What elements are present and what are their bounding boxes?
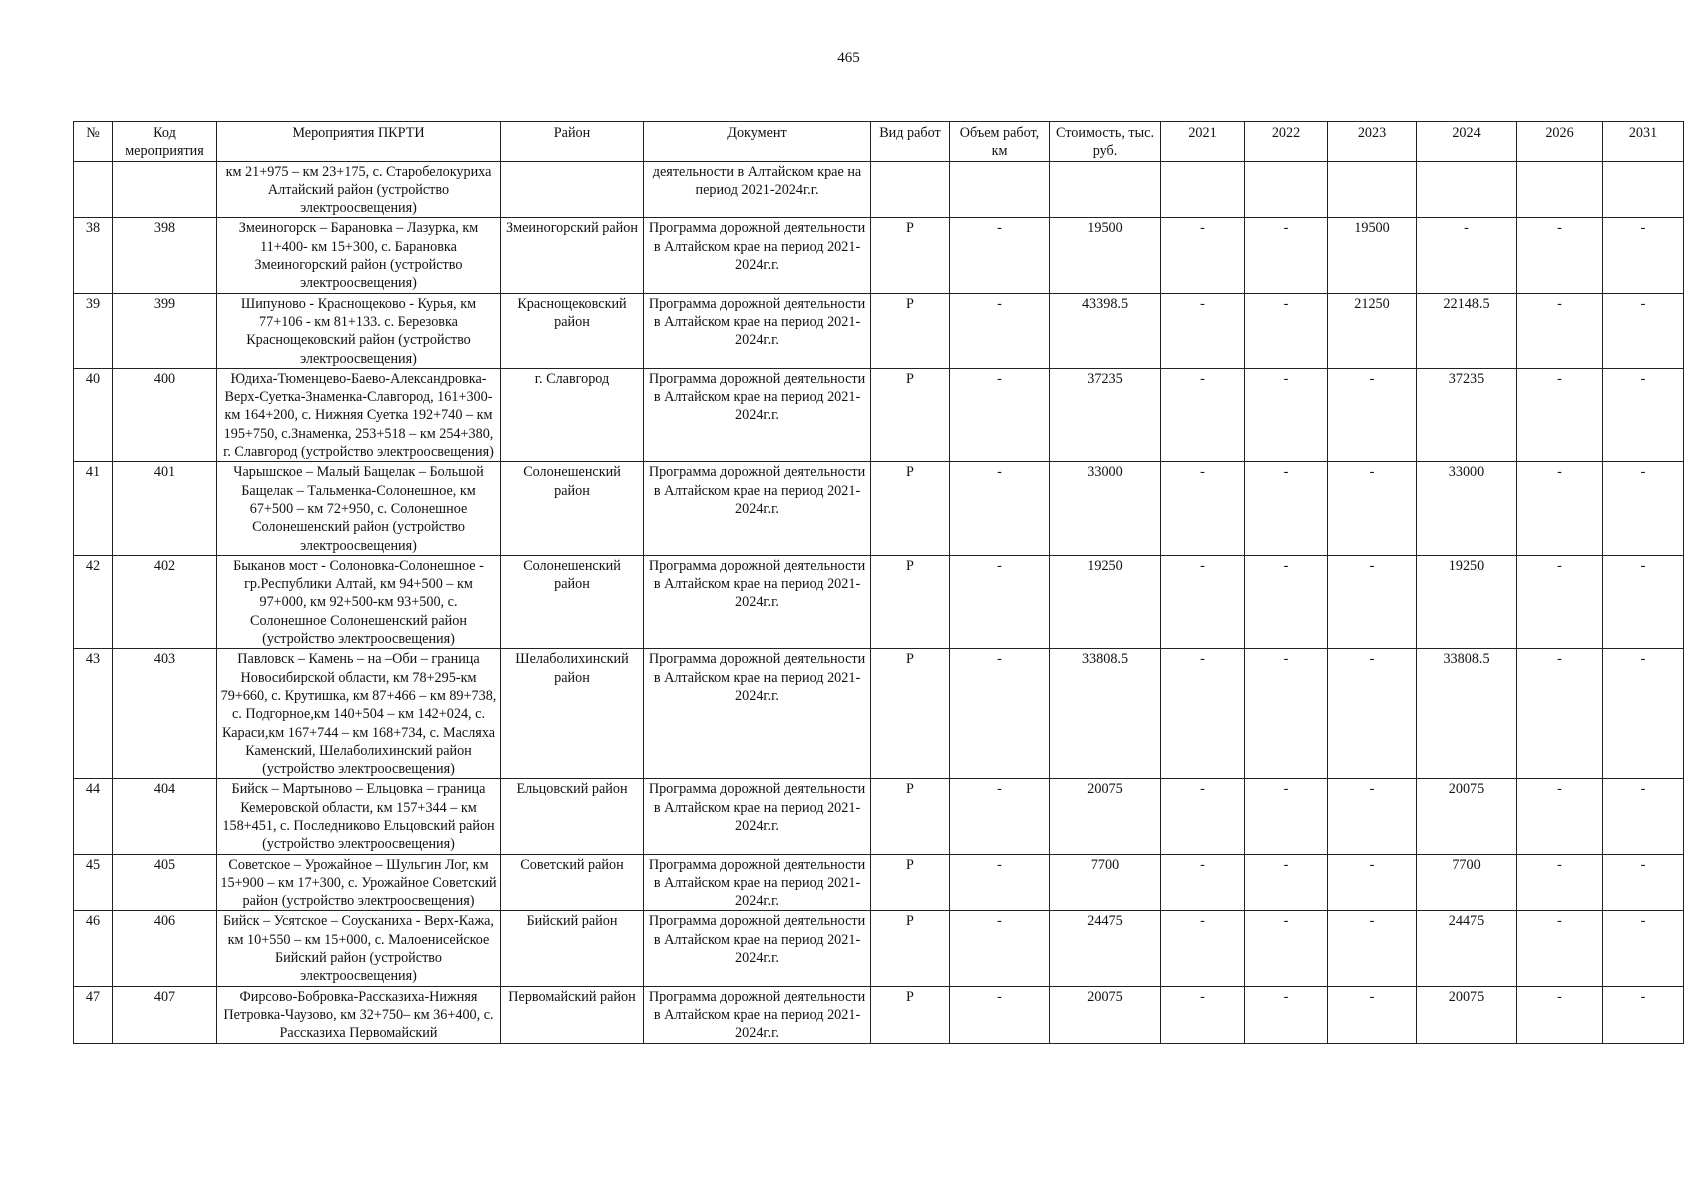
cell-2026: - bbox=[1517, 779, 1603, 854]
cell-district: Солонешенский район bbox=[501, 462, 644, 555]
cell-work-type: Р bbox=[871, 779, 950, 854]
cell-2022: - bbox=[1245, 779, 1328, 854]
cell-work-volume: - bbox=[950, 218, 1050, 293]
cell-cost: 19500 bbox=[1050, 218, 1161, 293]
cell-event-name: Бийск – Мартыново – Ельцовка – граница Кемеровской области, км 157+344 – км 158+451, с. Последниково Ельцовский район (устройство электроосвещения) bbox=[217, 779, 501, 854]
cell-work-type: Р bbox=[871, 854, 950, 911]
header-col-document: Документ bbox=[644, 122, 871, 162]
header-col-work-volume: Объем работ, км bbox=[950, 122, 1050, 162]
cell-document: Программа дорожной деятельности в Алтайском крае на период 2021-2024г.г. bbox=[644, 649, 871, 779]
cell-number: 44 bbox=[74, 779, 113, 854]
cell-2023: - bbox=[1328, 854, 1417, 911]
cell-event-name: Шипуново - Краснощеково - Курья, км 77+106 - км 81+133. с. Березовка Краснощековский район (устройство электроосвещения) bbox=[217, 293, 501, 368]
cell-2031: - bbox=[1603, 649, 1684, 779]
header-col-district: Район bbox=[501, 122, 644, 162]
cell-2031: - bbox=[1603, 462, 1684, 555]
cell-district bbox=[501, 161, 644, 218]
header-col-event-code: Код мероприятия bbox=[113, 122, 217, 162]
cell-cost: 24475 bbox=[1050, 911, 1161, 986]
table-row bbox=[74, 218, 1684, 293]
cell-2023 bbox=[1328, 161, 1417, 218]
cell-work-volume: - bbox=[950, 854, 1050, 911]
cell-work-volume: - bbox=[950, 649, 1050, 779]
cell-document: Программа дорожной деятельности в Алтайском крае на период 2021-2024г.г. bbox=[644, 779, 871, 854]
cell-work-type: Р bbox=[871, 911, 950, 986]
cell-2021: - bbox=[1161, 854, 1245, 911]
cell-work-type: Р bbox=[871, 986, 950, 1043]
cell-2023: - bbox=[1328, 779, 1417, 854]
cell-2024: 19250 bbox=[1417, 555, 1517, 648]
cell-2024: 20075 bbox=[1417, 779, 1517, 854]
cell-event-name: Быканов мост - Солоновка-Солонешное - гр.Республики Алтай, км 94+500 – км 97+000, км 92+500-км 93+500, с. Солонешное Солонешенский район (устройство электроосвещения) bbox=[217, 555, 501, 648]
cell-event-name: Павловск – Камень – на –Оби – граница Новосибирской области, км 78+295-км 79+660, с. Крутишка, км 87+466 – км 89+738, с. Подгорное,км 140+504 – км 142+024, с. Караси,км 167+744 – км 168+734, с. Масляха Каменский, Шелаболихинский район (устройство электроосвещения) bbox=[217, 649, 501, 779]
cell-work-volume: - bbox=[950, 462, 1050, 555]
cell-2021: - bbox=[1161, 911, 1245, 986]
table-header bbox=[74, 122, 1684, 162]
cell-district: Шелаболихинский район bbox=[501, 649, 644, 779]
cell-2026: - bbox=[1517, 462, 1603, 555]
cell-2023: 19500 bbox=[1328, 218, 1417, 293]
header-col-2021: 2021 bbox=[1161, 122, 1245, 162]
cell-2022: - bbox=[1245, 555, 1328, 648]
cell-2021 bbox=[1161, 161, 1245, 218]
cell-2024: 20075 bbox=[1417, 986, 1517, 1043]
cell-document: Программа дорожной деятельности в Алтайском крае на период 2021-2024г.г. bbox=[644, 555, 871, 648]
cell-2024 bbox=[1417, 161, 1517, 218]
cell-2023: - bbox=[1328, 649, 1417, 779]
header-row bbox=[74, 122, 1684, 162]
cell-2026: - bbox=[1517, 854, 1603, 911]
cell-document: Программа дорожной деятельности в Алтайском крае на период 2021-2024г.г. bbox=[644, 462, 871, 555]
cell-2022: - bbox=[1245, 368, 1328, 461]
cell-2031: - bbox=[1603, 779, 1684, 854]
cell-number: 46 bbox=[74, 911, 113, 986]
cell-district: г. Славгород bbox=[501, 368, 644, 461]
table-row bbox=[74, 368, 1684, 461]
cell-2022: - bbox=[1245, 649, 1328, 779]
table-row bbox=[74, 986, 1684, 1043]
cell-cost: 33808.5 bbox=[1050, 649, 1161, 779]
cell-cost bbox=[1050, 161, 1161, 218]
cell-2031: - bbox=[1603, 293, 1684, 368]
cell-cost: 20075 bbox=[1050, 779, 1161, 854]
cell-work-volume: - bbox=[950, 293, 1050, 368]
cell-2031 bbox=[1603, 161, 1684, 218]
cell-2022 bbox=[1245, 161, 1328, 218]
cell-2021: - bbox=[1161, 218, 1245, 293]
cell-document: Программа дорожной деятельности в Алтайском крае на период 2021-2024г.г. bbox=[644, 854, 871, 911]
cell-event-name: Фирсово-Бобровка-Рассказиха-Нижняя Петровка-Чаузово, км 32+750– км 36+400, с. Рассказиха Первомайский bbox=[217, 986, 501, 1043]
cell-work-volume: - bbox=[950, 911, 1050, 986]
cell-2026 bbox=[1517, 161, 1603, 218]
cell-2021: - bbox=[1161, 986, 1245, 1043]
header-col-work-type: Вид работ bbox=[871, 122, 950, 162]
cell-document: Программа дорожной деятельности в Алтайском крае на период 2021-2024г.г. bbox=[644, 986, 871, 1043]
cell-2024: 33808.5 bbox=[1417, 649, 1517, 779]
cell-number bbox=[74, 161, 113, 218]
cell-2026: - bbox=[1517, 218, 1603, 293]
header-col-2024: 2024 bbox=[1417, 122, 1517, 162]
cell-work-type: Р bbox=[871, 368, 950, 461]
cell-event-code: 403 bbox=[113, 649, 217, 779]
cell-work-type: Р bbox=[871, 218, 950, 293]
cell-work-type: Р bbox=[871, 649, 950, 779]
cell-event-code: 398 bbox=[113, 218, 217, 293]
cell-district: Солонешенский район bbox=[501, 555, 644, 648]
table-row bbox=[74, 911, 1684, 986]
cell-cost: 7700 bbox=[1050, 854, 1161, 911]
cell-2022: - bbox=[1245, 854, 1328, 911]
cell-event-code: 406 bbox=[113, 911, 217, 986]
table-row bbox=[74, 779, 1684, 854]
cell-work-type: Р bbox=[871, 293, 950, 368]
cell-2023: - bbox=[1328, 911, 1417, 986]
cell-event-name: Змеиногорск – Барановка – Лазурка, км 11+400- км 15+300, с. Барановка Змеиногорский район (устройство электроосвещения) bbox=[217, 218, 501, 293]
cell-event-name: Юдиха-Тюменцево-Баево-Александровка-Верх-Суетка-Знаменка-Славгород, 161+300- км 164+200, с. Нижняя Суетка 192+740 – км 195+750, с.Знаменка, 253+518 – км 254+380, г. Славгород (устройство электроосвещения) bbox=[217, 368, 501, 461]
cell-2024: 24475 bbox=[1417, 911, 1517, 986]
cell-cost: 43398.5 bbox=[1050, 293, 1161, 368]
cell-number: 45 bbox=[74, 854, 113, 911]
cell-2026: - bbox=[1517, 368, 1603, 461]
cell-event-code: 401 bbox=[113, 462, 217, 555]
cell-2023: - bbox=[1328, 555, 1417, 648]
cell-2022: - bbox=[1245, 218, 1328, 293]
cell-number: 38 bbox=[74, 218, 113, 293]
cell-event-name: Советское – Урожайное – Шульгин Лог, км 15+900 – км 17+300, с. Урожайное Советский район (устройство электроосвещения) bbox=[217, 854, 501, 911]
cell-2031: - bbox=[1603, 368, 1684, 461]
table-row bbox=[74, 649, 1684, 779]
header-col-2031: 2031 bbox=[1603, 122, 1684, 162]
cell-2031: - bbox=[1603, 218, 1684, 293]
header-col-2026: 2026 bbox=[1517, 122, 1603, 162]
cell-2024: 7700 bbox=[1417, 854, 1517, 911]
cell-cost: 20075 bbox=[1050, 986, 1161, 1043]
cell-district: Советский район bbox=[501, 854, 644, 911]
cell-event-code: 400 bbox=[113, 368, 217, 461]
header-col-cost: Стоимость, тыс. руб. bbox=[1050, 122, 1161, 162]
cell-number: 47 bbox=[74, 986, 113, 1043]
cell-number: 41 bbox=[74, 462, 113, 555]
table-row bbox=[74, 462, 1684, 555]
cell-district: Бийский район bbox=[501, 911, 644, 986]
header-col-2022: 2022 bbox=[1245, 122, 1328, 162]
cell-work-type: Р bbox=[871, 555, 950, 648]
cell-2024: 33000 bbox=[1417, 462, 1517, 555]
header-col-event-name: Мероприятия ПКРТИ bbox=[217, 122, 501, 162]
cell-work-volume: - bbox=[950, 986, 1050, 1043]
cell-event-code: 404 bbox=[113, 779, 217, 854]
cell-event-code: 399 bbox=[113, 293, 217, 368]
cell-event-code: 402 bbox=[113, 555, 217, 648]
cell-2026: - bbox=[1517, 649, 1603, 779]
cell-2022: - bbox=[1245, 911, 1328, 986]
cell-event-code: 405 bbox=[113, 854, 217, 911]
cell-work-volume: - bbox=[950, 555, 1050, 648]
cell-document: Программа дорожной деятельности в Алтайском крае на период 2021-2024г.г. bbox=[644, 218, 871, 293]
cell-work-volume bbox=[950, 161, 1050, 218]
cell-2021: - bbox=[1161, 779, 1245, 854]
cell-2022: - bbox=[1245, 462, 1328, 555]
table-row bbox=[74, 555, 1684, 648]
cell-event-code bbox=[113, 161, 217, 218]
cell-2026: - bbox=[1517, 986, 1603, 1043]
cell-event-name: км 21+975 – км 23+175, с. Старобелокуриха Алтайский район (устройство электроосвещения) bbox=[217, 161, 501, 218]
cell-2023: 21250 bbox=[1328, 293, 1417, 368]
cell-2023: - bbox=[1328, 368, 1417, 461]
cell-document: Программа дорожной деятельности в Алтайском крае на период 2021-2024г.г. bbox=[644, 293, 871, 368]
cell-document: Программа дорожной деятельности в Алтайском крае на период 2021-2024г.г. bbox=[644, 911, 871, 986]
cell-number: 42 bbox=[74, 555, 113, 648]
cell-2031: - bbox=[1603, 911, 1684, 986]
cell-2031: - bbox=[1603, 986, 1684, 1043]
cell-2026: - bbox=[1517, 293, 1603, 368]
cell-district: Змеиногорский район bbox=[501, 218, 644, 293]
cell-2031: - bbox=[1603, 555, 1684, 648]
page-number: 465 bbox=[837, 50, 860, 66]
cell-work-type bbox=[871, 161, 950, 218]
cell-district: Ельцовский район bbox=[501, 779, 644, 854]
events-table bbox=[73, 121, 1684, 1044]
cell-work-volume: - bbox=[950, 368, 1050, 461]
cell-2021: - bbox=[1161, 462, 1245, 555]
cell-event-name: Бийск – Усятское – Соусканиха - Верх-Кажа, км 10+550 – км 15+000, с. Малоенисейское Бийский район (устройство электроосвещения) bbox=[217, 911, 501, 986]
cell-work-volume: - bbox=[950, 779, 1050, 854]
cell-2026: - bbox=[1517, 555, 1603, 648]
cell-2024: 22148.5 bbox=[1417, 293, 1517, 368]
cell-cost: 33000 bbox=[1050, 462, 1161, 555]
cell-2026: - bbox=[1517, 911, 1603, 986]
cell-2024: 37235 bbox=[1417, 368, 1517, 461]
table-row bbox=[74, 161, 1684, 218]
cell-2021: - bbox=[1161, 649, 1245, 779]
header-col-2023: 2023 bbox=[1328, 122, 1417, 162]
header-col-number: № bbox=[74, 122, 113, 162]
cell-2022: - bbox=[1245, 986, 1328, 1043]
cell-event-name: Чарышское – Малый Бащелак – Большой Бащелак – Тальменка-Солонешное, км 67+500 – км 72+950, с. Солонешное Солонешенский район (устройство электроосвещения) bbox=[217, 462, 501, 555]
cell-2023: - bbox=[1328, 986, 1417, 1043]
table-row bbox=[74, 293, 1684, 368]
cell-document: Программа дорожной деятельности в Алтайском крае на период 2021-2024г.г. bbox=[644, 368, 871, 461]
cell-number: 40 bbox=[74, 368, 113, 461]
cell-2021: - bbox=[1161, 555, 1245, 648]
cell-number: 39 bbox=[74, 293, 113, 368]
cell-number: 43 bbox=[74, 649, 113, 779]
cell-2023: - bbox=[1328, 462, 1417, 555]
cell-district: Краснощековский район bbox=[501, 293, 644, 368]
cell-2021: - bbox=[1161, 293, 1245, 368]
cell-work-type: Р bbox=[871, 462, 950, 555]
cell-2022: - bbox=[1245, 293, 1328, 368]
cell-cost: 37235 bbox=[1050, 368, 1161, 461]
cell-cost: 19250 bbox=[1050, 555, 1161, 648]
cell-2021: - bbox=[1161, 368, 1245, 461]
cell-event-code: 407 bbox=[113, 986, 217, 1043]
cell-2024: - bbox=[1417, 218, 1517, 293]
table-body bbox=[74, 161, 1684, 1043]
cell-district: Первомайский район bbox=[501, 986, 644, 1043]
table-row bbox=[74, 854, 1684, 911]
cell-document: деятельности в Алтайском крае на период 2021-2024г.г. bbox=[644, 161, 871, 218]
cell-2031: - bbox=[1603, 854, 1684, 911]
